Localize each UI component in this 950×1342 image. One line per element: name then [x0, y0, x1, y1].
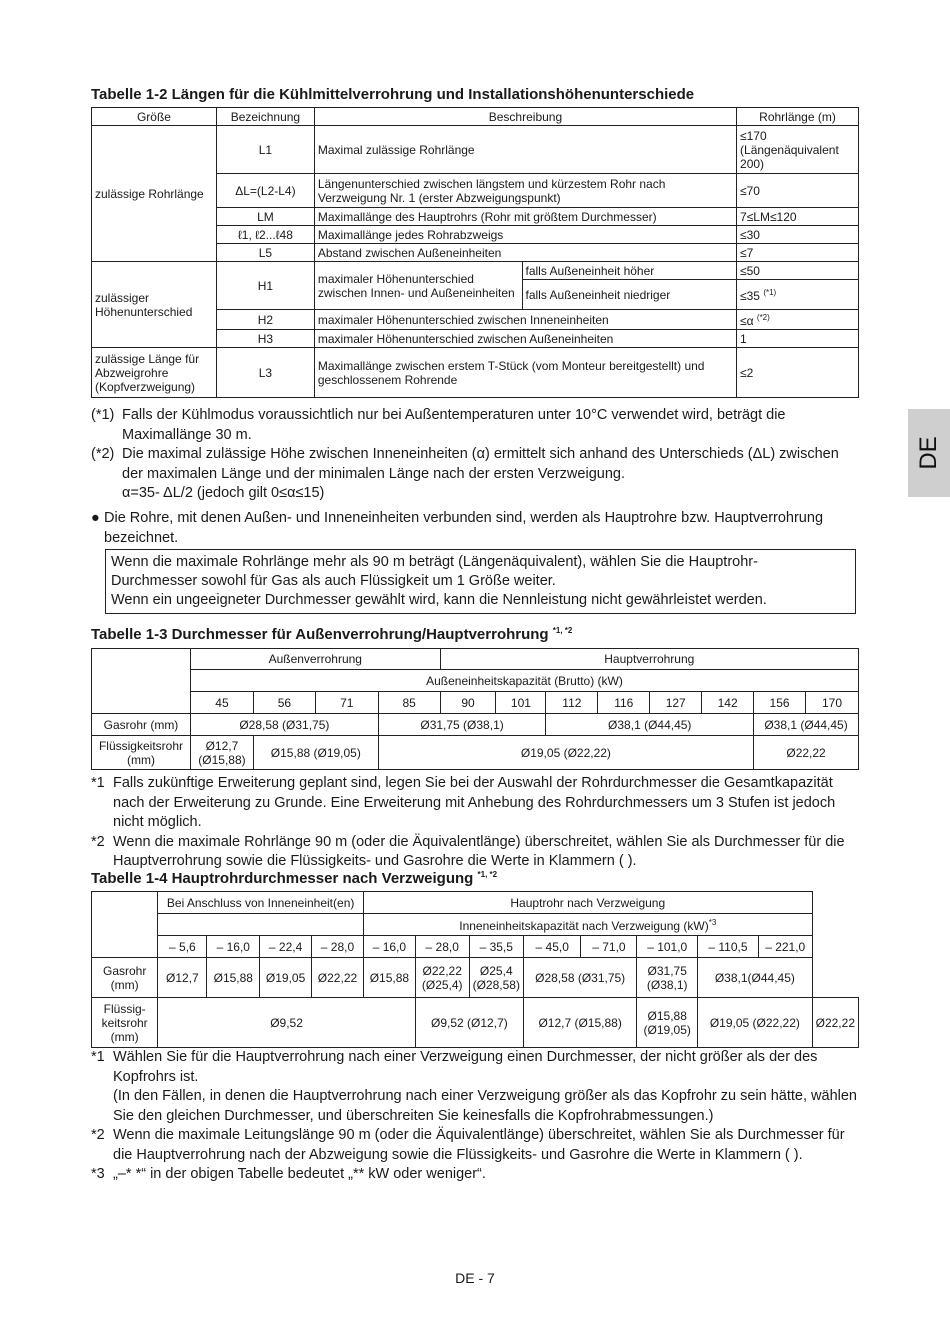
- cap-cell: 90: [440, 692, 496, 714]
- cell: Maximallänge zwischen erstem T-Stück (vom Monteur bereitgestellt) und geschlossenem Rohrende: [314, 348, 736, 398]
- cell: 1: [737, 330, 859, 348]
- group-rohrlaenge: zulässige Rohrlänge: [92, 126, 217, 262]
- group-abzweigrohre: zulässige Länge für Abzweigrohre (Kopfverzweigung): [92, 348, 217, 398]
- row-label: Gasrohr (mm): [92, 958, 158, 998]
- cell: Ø15,88 (Ø19,05): [637, 998, 698, 1048]
- cell: 7≤LM≤120: [737, 208, 859, 226]
- cell: Ø22,22 (Ø25,4): [415, 958, 469, 998]
- cell: maximaler Höhenunterschied zwischen Innen- und Außeneinheiten: [314, 262, 522, 310]
- note-formula: α=35- ΔL/2 (jedoch gilt 0≤α≤15): [122, 485, 325, 501]
- cap-cell: 142: [702, 692, 754, 714]
- cell: H2: [216, 310, 314, 330]
- cap-cell: 170: [806, 692, 859, 714]
- cell: falls Außeneinheit niedriger: [522, 280, 737, 310]
- box-line: Wenn ein ungeeigneter Durchmesser gewählt wird, kann die Nennleistung nicht gewährleistet werden.: [111, 592, 767, 608]
- cell: Ø9,52 (Ø12,7): [415, 998, 523, 1048]
- box-line: Wenn die maximale Rohrlänge mehr als 90 m beträgt (Längenäquivalent), wählen Sie die Hauptrohr-: [111, 554, 758, 570]
- cell: Abstand zwischen Außeneinheiten: [314, 244, 736, 262]
- note-text: Wenn die maximale Rohrlänge 90 m (oder die Äquivalentlänge) überschreitet, wählen Sie als Durchmesser für die Hauptverrohrung sowie die Flüssigkeits- und Gasrohre die Werte in Klammern ( ).: [113, 833, 845, 869]
- th-hauptrohr: Hauptrohr nach Verzweigung: [363, 892, 812, 914]
- cell: ≤70: [737, 174, 859, 208]
- table-1-2: [91, 107, 859, 398]
- cell: Ø38,1 (Ø44,45): [754, 714, 859, 736]
- cell: Ø25,4 (Ø28,58): [469, 958, 523, 998]
- cap-cell: 56: [253, 692, 315, 714]
- cell: Ø22,22: [312, 958, 364, 998]
- table-1-3: [91, 648, 859, 770]
- cap-cell: 112: [546, 692, 598, 714]
- cell: ≤30: [737, 226, 859, 244]
- cell: Ø15,88: [363, 958, 415, 998]
- cell: maximaler Höhenunterschied zwischen Inneneinheiten: [314, 310, 736, 330]
- table-1-2-title: Tabelle 1-2 Längen für die Kühlmittelverrohrung und Installationshöhenunterschiede: [91, 86, 695, 103]
- note-text: Falls der Kühlmodus voraussichtlich nur bei Außentemperaturen unter 10°C verwendet wird, beträgt die Maximallänge 30 m.: [122, 407, 786, 443]
- cell: maximaler Höhenunterschied zwischen Außeneinheiten: [314, 330, 736, 348]
- row-label: Gasrohr (mm): [92, 714, 191, 736]
- cell: H3: [216, 330, 314, 348]
- cell: falls Außeneinheit höher: [522, 262, 737, 280]
- table-1-4-title: Tabelle 1-4 Hauptrohrdurchmesser nach Verzweigung $^{*1, *2}$: [91, 870, 498, 887]
- cell: Ø19,05: [260, 958, 312, 998]
- cell: Ø19,05 (Ø22,22): [378, 736, 753, 770]
- cell: L1: [216, 126, 314, 174]
- box-line: Durchmesser sowohl für Gas als auch Flüssigkeit um 1 Größe weiter.: [111, 573, 556, 589]
- cap-cell: 71: [315, 692, 378, 714]
- bullet-paragraph: [91, 509, 859, 548]
- cell: Maximallänge jedes Rohrabzweigs: [314, 226, 736, 244]
- page-number: DE - 7: [455, 1270, 495, 1286]
- cell: L3: [216, 348, 314, 398]
- cap-cell: 156: [754, 692, 806, 714]
- language-tab-label: DE: [915, 436, 942, 470]
- cell: ℓ1, ℓ2...ℓ48: [216, 226, 314, 244]
- cap-cell: – 22,4: [260, 936, 312, 958]
- cell: Ø12,7 (Ø15,88): [190, 736, 253, 770]
- notice-box: [105, 549, 856, 614]
- cap-cell: – 28,0: [312, 936, 364, 958]
- cell: Ø12,7 (Ø15,88): [523, 998, 636, 1048]
- note-mark: (*2): [91, 446, 115, 462]
- cell: Maximallänge des Hauptrohrs (Rohr mit größtem Durchmesser): [314, 208, 736, 226]
- note-text: Falls zukünftige Erweiterung geplant sind, legen Sie bei der Auswahl der Rohrdurchmesser die Gesamtkapazität nach der Erweiterung zu Grunde. Eine Erweiterung mit Anhebung des Rohrdurchmessers um 3 Stufen ist jedoch nicht möglich.: [113, 775, 836, 830]
- corner-cell: [92, 649, 191, 714]
- cell: Ø22,22: [812, 998, 858, 1048]
- note-text: (In den Fällen, in denen die Hauptverrohrung nach einer Verzweigung größer als das Kopfrohr zu sein hätte, wählen Sie den gleichen Durchmesser, und überschreiten Sie keinesfalls die Kopfrohrabmessungen.): [113, 1088, 857, 1124]
- cell: Längenunterschied zwischen längstem und kürzestem Rohr nach Verzweigung Nr. 1 (erster Abzweigungspunkt): [314, 174, 736, 208]
- cell: Ø28,58 (Ø31,75): [190, 714, 378, 736]
- cap-cell: – 35,5: [469, 936, 523, 958]
- cap-cell: – 45,0: [523, 936, 581, 958]
- cell: Ø12,7: [158, 958, 207, 998]
- table-1-3-title: Tabelle 1-3 Durchmesser für Außenverrohrung/Hauptverrohrung $^{*1, *2}$: [91, 626, 573, 643]
- note-mark: *1: [91, 1049, 105, 1065]
- row-label: Flüssigkeitsrohr (mm): [92, 736, 191, 770]
- cell: Maximal zulässige Rohrlänge: [314, 126, 736, 174]
- row-label: Flüssig-keitsrohr (mm): [92, 998, 158, 1048]
- cell: Ø31,75 (Ø38,1): [378, 714, 546, 736]
- cell: ≤7: [737, 244, 859, 262]
- cap-cell: 45: [190, 692, 253, 714]
- th-capacity: Inneneinheitskapazität nach Verzweigung (kW)$^{*3}$: [363, 914, 812, 936]
- table-1-4: [91, 891, 859, 1048]
- cell: Ø38,1(Ø44,45): [698, 958, 813, 998]
- cap-cell: 101: [496, 692, 546, 714]
- cell: ≤2: [737, 348, 859, 398]
- cell: ≤35 $^{(*1)}$: [737, 280, 859, 310]
- note-mark: (*1): [91, 407, 115, 423]
- th-aussen: Außenverrohrung: [190, 649, 440, 670]
- note-text: „–* *“ in der obigen Tabelle bedeutet „** kW oder weniger“.: [113, 1166, 486, 1182]
- cell: Ø9,52: [158, 998, 416, 1048]
- th-inneneinheit: Bei Anschluss von Inneneinheit(en): [158, 892, 364, 914]
- note-text: Die maximal zulässige Höhe zwischen Inneneinheiten (α) ermittelt sich anhand des Unterschieds (ΔL) zwischen der maximalen Länge und der minimalen Länge nach der ersten Verzweigung.: [122, 446, 839, 482]
- cap-cell: 127: [650, 692, 702, 714]
- cap-cell: 85: [378, 692, 440, 714]
- cell: Ø19,05 (Ø22,22): [698, 998, 813, 1048]
- bullet-text: Die Rohre, mit denen Außen- und Inneneinheiten verbunden sind, werden als Hauptrohre bzw. Hauptverrohrung bezeichnet.: [104, 510, 824, 546]
- th-bezeichnung: Bezeichnung: [216, 108, 314, 126]
- note-text: Wenn die maximale Leitungslänge 90 m (oder die Äquivalentlänge) überschreitet, wählen Sie als Durchmesser für die Hauptverrohrung nach der Abzweigung sowie die Flüssigkeits- und Gasrohre die Werte in Klammern ( ).: [113, 1127, 845, 1163]
- cap-cell: – 71,0: [581, 936, 637, 958]
- cap-cell: – 101,0: [637, 936, 698, 958]
- th-groesse: Größe: [92, 108, 217, 126]
- group-hoehenunterschied: zulässiger Höhenunterschied: [92, 262, 217, 348]
- cap-cell: – 221,0: [758, 936, 812, 958]
- cap-cell: 116: [598, 692, 650, 714]
- th-capacity: Außeneinheitskapazität (Brutto) (kW): [190, 670, 858, 692]
- cap-cell: – 16,0: [363, 936, 415, 958]
- cell: LM: [216, 208, 314, 226]
- th-haupt: Hauptverrohrung: [440, 649, 858, 670]
- language-tab: [908, 409, 950, 497]
- notes-table-1-3: [91, 774, 859, 872]
- cell: Ø15,88 (Ø19,05): [253, 736, 378, 770]
- note-mark: *1: [91, 775, 105, 791]
- cell: H1: [216, 262, 314, 310]
- cell: ≤170 (Längenäquivalent 200): [737, 126, 859, 174]
- cell: ≤50: [737, 262, 859, 280]
- note-mark: *3: [91, 1166, 105, 1182]
- empty-cell: [158, 914, 364, 936]
- note-mark: *2: [91, 833, 105, 850]
- cap-cell: – 110,5: [698, 936, 759, 958]
- notes-table-1-4: [91, 1048, 859, 1185]
- note-text: Wählen Sie für die Hauptverrohrung nach einer Verzweigung einen Durchmesser, der nicht größer als der des Kopfrohrs ist.: [113, 1049, 818, 1085]
- th-rohrlaenge: Rohrlänge (m): [737, 108, 859, 126]
- cell: Ø15,88: [207, 958, 260, 998]
- cell: Ø31,75 (Ø38,1): [637, 958, 698, 998]
- cell: Ø22,22: [754, 736, 859, 770]
- cap-cell: – 16,0: [207, 936, 260, 958]
- cap-cell: – 5,6: [158, 936, 207, 958]
- cell: Ø38,1 (Ø44,45): [546, 714, 754, 736]
- cell: ΔL=(L2-L4): [216, 174, 314, 208]
- notes-table-1-2: [91, 406, 859, 504]
- corner-cell: [92, 892, 158, 958]
- bullet-icon: ●: [91, 510, 100, 526]
- cell: L5: [216, 244, 314, 262]
- note-mark: *2: [91, 1127, 105, 1143]
- cell: Ø28,58 (Ø31,75): [523, 958, 636, 998]
- th-beschreibung: Beschreibung: [314, 108, 736, 126]
- cell: ≤α $^{(*2)}$: [737, 310, 859, 330]
- cap-cell: – 28,0: [415, 936, 469, 958]
